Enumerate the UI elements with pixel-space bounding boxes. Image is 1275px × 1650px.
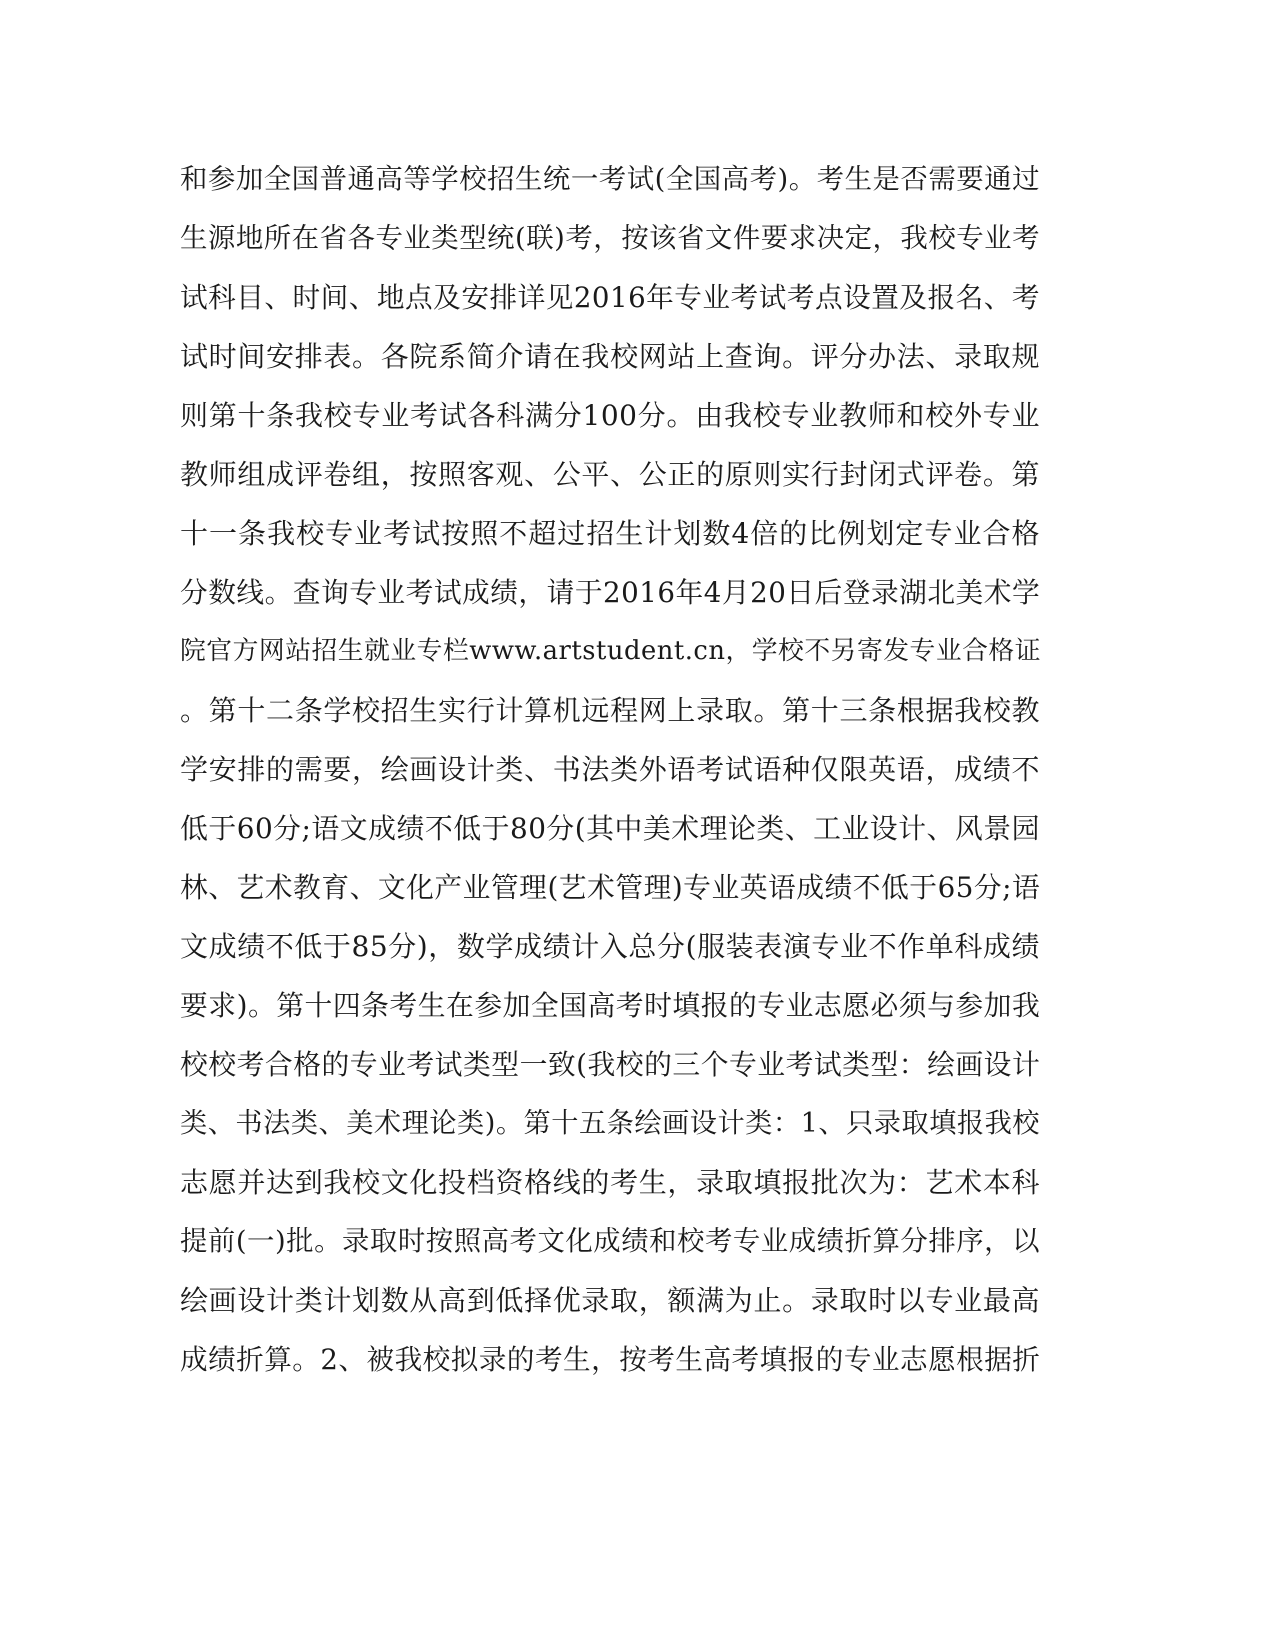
text-line: 要求)。第十四条考生在参加全国高考时填报的专业志愿必须与参加我 [180, 989, 1041, 1022]
text-line: 类、书法类、美术理论类)。第十五条绘画设计类：1、只录取填报我校 [180, 1108, 1040, 1139]
text-line: 校校考合格的专业考试类型一致(我校的三个专业考试类型：绘画设计 [180, 1048, 1041, 1081]
text-line: 提前(一)批。录取时按照高考文化成绩和校考专业成绩折算分排序，以 [180, 1226, 1040, 1257]
text-line: 文成绩不低于85分)，数学成绩计入总分(服装表演专业不作单科成绩 [180, 930, 1040, 963]
text-line: 学安排的需要，绘画设计类、书法类外语考试语种仅限英语，成绩不 [180, 753, 1040, 786]
text-line: 教师组成评卷组，按照客观、公平、公正的原则实行封闭式评卷。第 [180, 458, 1040, 491]
text-line: 则第十条我校专业考试各科满分100分。由我校专业教师和校外专业 [180, 399, 1040, 432]
text-line: 试科目、时间、地点及安排详见2016年专业考试考点设置及报名、考 [180, 281, 1040, 314]
text-line: 绘画设计类计划数从高到低择优录取，额满为止。录取时以专业最高 [180, 1284, 1040, 1317]
text-line: 十一条我校专业考试按照不超过招生计划数4倍的比例划定专业合格 [180, 517, 1040, 550]
text-line: 试时间安排表。各院系简介请在我校网站上查询。评分办法、录取规 [180, 340, 1040, 373]
text-line: 志愿并达到我校文化投档资格线的考生，录取填报批次为：艺术本科 [180, 1166, 1040, 1199]
body-text [180, 150, 1040, 1389]
text-line: 。第十二条学校招生实行计算机远程网上录取。第十三条根据我校教 [180, 694, 1040, 727]
text-line: 和参加全国普通高等学校招生统一考试(全国高考)。考生是否需要通过 [180, 164, 1040, 195]
text-line: 院官方网站招生就业专栏www.artstudent.cn，学校不另寄发专业合格证 [180, 636, 1042, 666]
text-line: 成绩折算。2、被我校拟录的考生，按考生高考填报的专业志愿根据折 [180, 1343, 1041, 1376]
text-line: 低于60分;语文成绩不低于80分(其中美术理论类、工业设计、风景园 [180, 812, 1040, 845]
text-line: 分数线。查询专业考试成绩，请于2016年4月20日后登录湖北美术学 [180, 576, 1041, 609]
text-line: 生源地所在省各专业类型统(联)考，按该省文件要求决定，我校专业考 [180, 223, 1040, 254]
text-line: 林、艺术教育、文化产业管理(艺术管理)专业英语成绩不低于65分;语 [180, 871, 1041, 904]
